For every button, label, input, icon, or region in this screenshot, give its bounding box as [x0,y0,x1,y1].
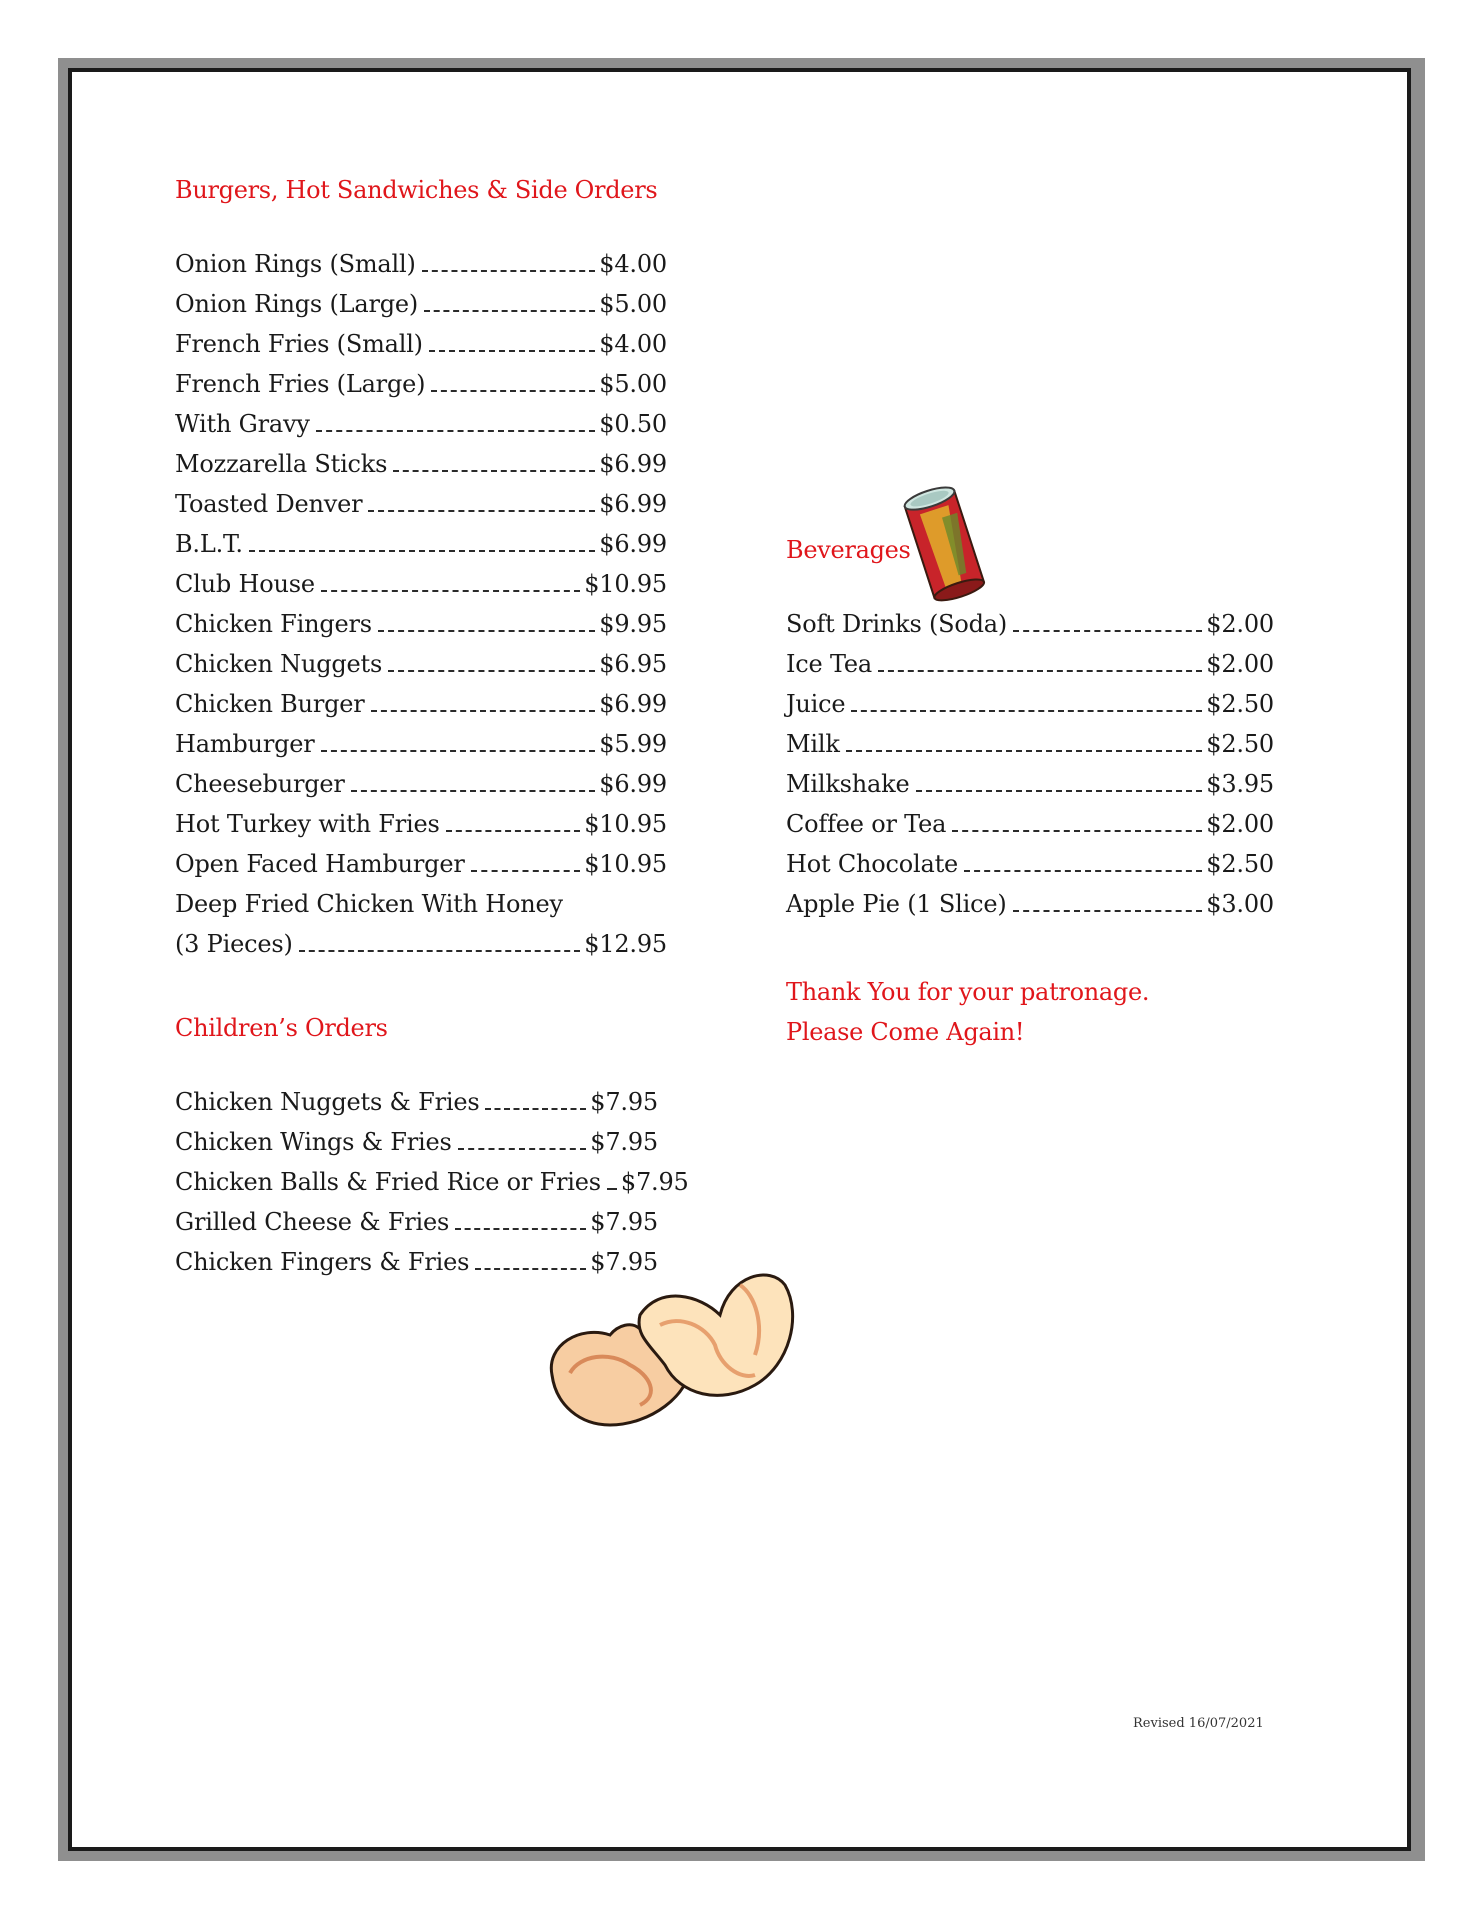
item-name: Chicken Fingers [175,610,372,638]
item-price: $2.00 [1206,650,1274,678]
closing-message [786,972,1149,1052]
item-name: Hot Turkey with Fries [175,810,440,838]
item-price: $10.95 [584,810,667,838]
closing-line-2: Please Come Again! [786,1018,1025,1046]
item-name: Cheeseburger [175,770,345,798]
dot-leader [952,830,1202,832]
dot-leader [485,1108,586,1110]
dot-leader [878,670,1202,672]
item-price: $7.95 [590,1208,658,1236]
item-name: Toasted Denver [175,490,363,518]
burgers-heading: Burgers, Hot Sandwiches & Side Orders [175,176,658,204]
item-name: Chicken Balls & Fried Rice or Fries [175,1168,601,1196]
item-name: With Gravy [175,410,310,438]
item-name: Milk [786,730,840,758]
item-price: $2.50 [1206,850,1274,878]
item-price: $6.99 [599,490,667,518]
menu-item [175,690,667,730]
dot-leader [351,790,596,792]
item-price: $3.95 [1206,770,1274,798]
item-price: $10.95 [584,850,667,878]
item-price: $7.95 [590,1248,658,1276]
item-price: $12.95 [584,930,667,958]
item-price: $6.99 [599,690,667,718]
menu-item [175,1088,658,1128]
menu-item [175,1208,658,1248]
menu-item [786,690,1274,730]
children-heading: Children’s Orders [175,1014,388,1042]
dot-leader [458,1148,587,1150]
menu-item [175,530,667,570]
item-price: $6.99 [599,450,667,478]
closing-line-1: Thank You for your patronage. [786,978,1150,1006]
menu-item [175,410,667,450]
item-name: Ice Tea [786,650,873,678]
item-price: $2.50 [1206,730,1274,758]
beverages-heading: Beverages [786,536,911,564]
menu-item [175,450,667,490]
item-name: Chicken Nuggets & Fries [175,1088,480,1116]
menu-item [175,930,667,970]
item-price: $9.95 [599,610,667,638]
dot-leader [471,870,581,872]
item-name: Hot Chocolate [786,850,959,878]
menu-item [175,490,667,530]
dot-leader [1013,630,1202,632]
item-price: $2.00 [1206,610,1274,638]
item-name: Milkshake [786,770,910,798]
item-name: French Fries (Small) [175,330,423,358]
menu-item [175,570,667,610]
item-name: Apple Pie (1 Slice) [786,890,1007,918]
dot-leader [455,1228,586,1230]
item-name: Open Faced Hamburger [175,850,465,878]
dot-leader [321,750,596,752]
menu-item [786,810,1274,850]
menu-item [175,730,667,770]
item-price: $5.99 [599,730,667,758]
dot-leader [1013,910,1203,912]
menu-item [175,610,667,650]
item-name: Chicken Nuggets [175,650,383,678]
item-name: Juice [786,690,846,718]
item-price: $4.00 [599,330,667,358]
item-price: $4.00 [599,250,667,278]
dot-leader [424,310,595,312]
menu-item [786,730,1274,770]
item-price: $6.99 [599,770,667,798]
item-price: $7.95 [590,1128,658,1156]
burgers-list [175,250,667,970]
menu-item [175,650,667,690]
item-name: Onion Rings (Large) [175,290,419,318]
menu-item [786,610,1274,650]
item-name: Hamburger [175,730,315,758]
dot-leader [422,270,596,272]
menu-item [786,850,1274,890]
dot-leader [316,430,596,432]
item-name: Club House [175,570,315,598]
dot-leader [368,510,595,512]
dot-leader [851,710,1202,712]
item-name: Soft Drinks (Soda) [786,610,1008,638]
menu-item-name-line [175,890,667,930]
item-name: B.L.T. [175,530,243,558]
menu-item [175,850,667,890]
dot-leader [431,390,595,392]
item-price: $2.50 [1206,690,1274,718]
item-price: $5.00 [599,370,667,398]
dot-leader [321,590,580,592]
dot-leader [371,710,596,712]
item-price: $5.00 [599,290,667,318]
menu-item [175,370,667,410]
item-price: $10.95 [584,570,667,598]
dot-leader [249,550,596,552]
menu-item [175,290,667,330]
item-name: Deep Fried Chicken With Honey [175,890,563,918]
item-name-continued: (3 Pieces) [175,930,293,958]
item-price: $7.95 [590,1088,658,1116]
item-name: Mozzarella Sticks [175,450,388,478]
item-name: Grilled Cheese & Fries [175,1208,450,1236]
dot-leader [393,470,595,472]
item-name: Coffee or Tea [786,810,947,838]
revised-date: Revised 16/07/2021 [1133,1716,1264,1731]
menu-item [175,810,667,850]
dot-leader [299,950,581,952]
item-price: $0.50 [599,410,667,438]
dot-leader [964,870,1202,872]
item-price: $6.95 [599,650,667,678]
menu-item [786,770,1274,810]
menu-item [175,330,667,370]
item-name: Chicken Wings & Fries [175,1128,452,1156]
fortune-cookies-icon [540,1255,800,1465]
soda-can-icon [890,478,1000,608]
dot-leader [446,830,581,832]
menu-item [786,890,1274,930]
item-price: $7.95 [620,1168,689,1196]
dot-leader [378,630,595,632]
dot-leader [388,670,595,672]
dot-leader [916,790,1203,792]
menu-item [175,250,667,290]
item-name: Chicken Burger [175,690,365,718]
item-price: $2.00 [1206,810,1274,838]
item-name: Chicken Fingers & Fries [175,1248,470,1276]
item-price: $6.99 [599,530,667,558]
dot-leader [429,350,595,352]
beverages-list [786,610,1274,930]
menu-item [175,770,667,810]
menu-item [175,1168,689,1208]
item-price: $3.00 [1206,890,1274,918]
dot-leader [846,750,1203,752]
item-name: Onion Rings (Small) [175,250,416,278]
item-name: French Fries (Large) [175,370,426,398]
menu-item [175,1128,658,1168]
dot-leader [607,1188,617,1190]
menu-item [786,650,1274,690]
